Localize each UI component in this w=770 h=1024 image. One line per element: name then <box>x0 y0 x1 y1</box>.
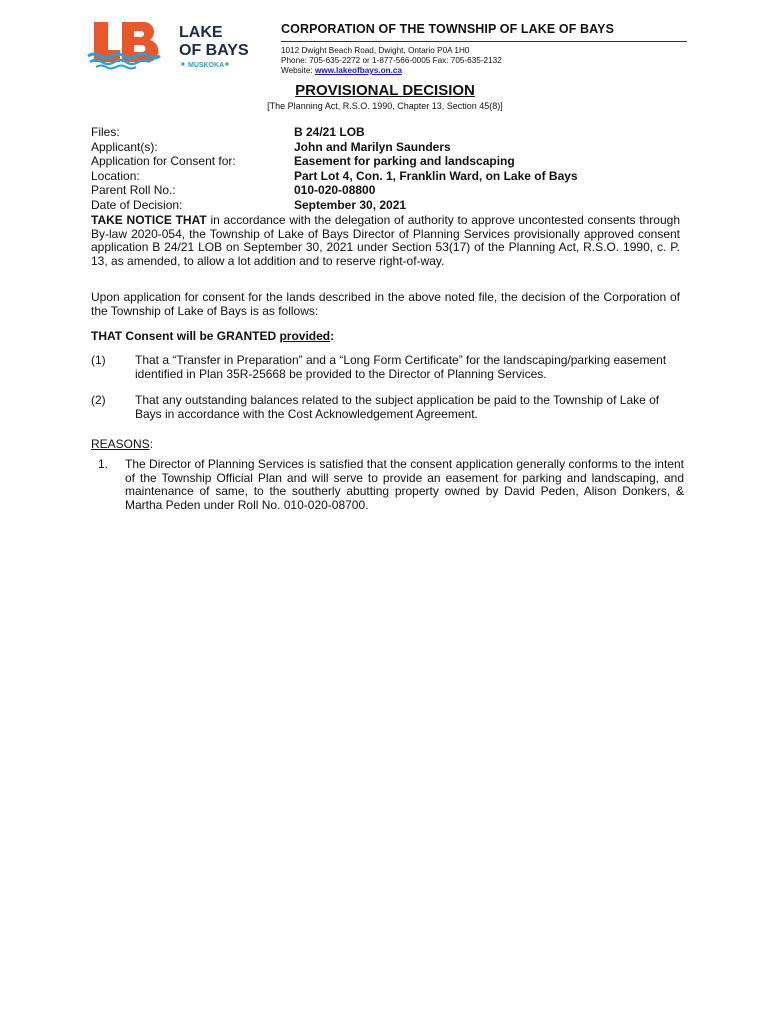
condition-text: That any outstanding balances related to the subject application be paid to the Township of Lake of Bays in accordance with the Cost Acknowledgement Agreement. <box>135 393 660 421</box>
website-link[interactable]: www.lakeofbays.on.ca <box>314 66 403 75</box>
logo-of-bays-text: OF BAYS <box>179 42 249 59</box>
fact-value: Easement for parking and landscaping <box>294 154 515 169</box>
fact-row <box>91 183 578 198</box>
fact-value: Part Lot 4, Con. 1, Franklin Ward, on Lake of Bays <box>294 168 578 183</box>
page-title: PROVISIONAL DECISION <box>295 82 475 99</box>
condition-text: That a “Transfer in Preparation” and a “Long Form Certificate” for the landscaping/parking easement identified in Plan 35R-25668 be provided to the Director of Planning Services. <box>135 353 667 381</box>
website-line <box>281 66 687 76</box>
fact-value: September 30, 2021 <box>294 197 407 212</box>
fact-label: Files: <box>91 125 120 139</box>
decision-facts <box>91 125 578 213</box>
fact-label: Application for Consent for: <box>91 154 236 169</box>
notice-lead: TAKE NOTICE THAT <box>91 213 207 227</box>
logo-muskoka-text: MUSKOKA <box>188 62 225 69</box>
fact-label: Date of Decision: <box>91 197 183 212</box>
legislation-reference: [The Planning Act, R.S.O. 1990, Chapter 13, Section 45(8)] <box>267 101 503 111</box>
consent-provided: provided <box>279 329 331 343</box>
fact-value: 010-020-08800 <box>294 183 376 198</box>
application-paragraph: Upon application for consent for the lands described in the above noted file, the decision of the Corporation of the Township of Lake of Bays is as follows: <box>91 290 680 318</box>
condition-item <box>91 354 680 381</box>
logo-lake-text: LAKE <box>179 24 223 41</box>
consent-statement <box>91 329 334 343</box>
phone-line: Phone: 705-635-2272 or 1-877-566-0005 Fax: 705-635-2132 <box>281 56 502 65</box>
fact-row <box>91 125 578 140</box>
reasons-heading <box>91 437 153 451</box>
fact-label: Location: <box>91 168 140 183</box>
fact-row <box>91 169 578 184</box>
lake-of-bays-logo <box>86 20 270 70</box>
fact-label: Applicant(s): <box>91 139 158 154</box>
notice-paragraph <box>91 214 680 268</box>
reason-number: 1. <box>98 457 109 471</box>
condition-number: (2) <box>91 393 106 407</box>
address-line: 1012 Dwight Beach Road, Dwight, Ontario P0A 1H0 <box>281 46 470 55</box>
reason-item <box>98 458 684 512</box>
reasons-colon: : <box>149 437 154 451</box>
consent-suffix: : <box>330 329 335 343</box>
fact-value: John and Marilyn Saunders <box>294 139 451 154</box>
organization-title: CORPORATION OF THE TOWNSHIP OF LAKE OF BAYS <box>281 22 615 36</box>
website-label: Website: <box>281 66 315 75</box>
fact-label: Parent Roll No.: <box>91 183 176 198</box>
notice-text: in accordance with the delegation of authority to approve uncontested consents through By-law 2020-054, the Township of Lake of Bays Director of Planning Services provisionally approved consent application B 24/21 LOB on September 30, 2021 under Section 53(17) of the Planning Act, R.S.O. 1990, c. P. 13, as amended, to allow a lot addition and to reserve right-of-way. <box>91 213 680 268</box>
fact-row <box>91 140 578 155</box>
reason-text: The Director of Planning Services is satisfied that the consent application generally conforms to the intent of the Township Official Plan and will serve to provide an easement for parking and landscaping, and maintenance of same, to the southerly abutting property owned by David Peden, Alison Donkers, & Martha Peden under Roll No. 010-020-08700. <box>125 457 684 512</box>
condition-number: (1) <box>91 353 106 367</box>
fact-row <box>91 154 578 169</box>
reasons-heading-text: REASONS <box>91 437 150 451</box>
letterhead-divider <box>281 41 687 42</box>
letterhead <box>281 22 687 76</box>
fact-row <box>91 198 578 213</box>
fact-value: B 24/21 LOB <box>294 125 365 139</box>
condition-item <box>91 394 680 421</box>
consent-prefix: THAT Consent will be GRANTED <box>91 329 280 343</box>
